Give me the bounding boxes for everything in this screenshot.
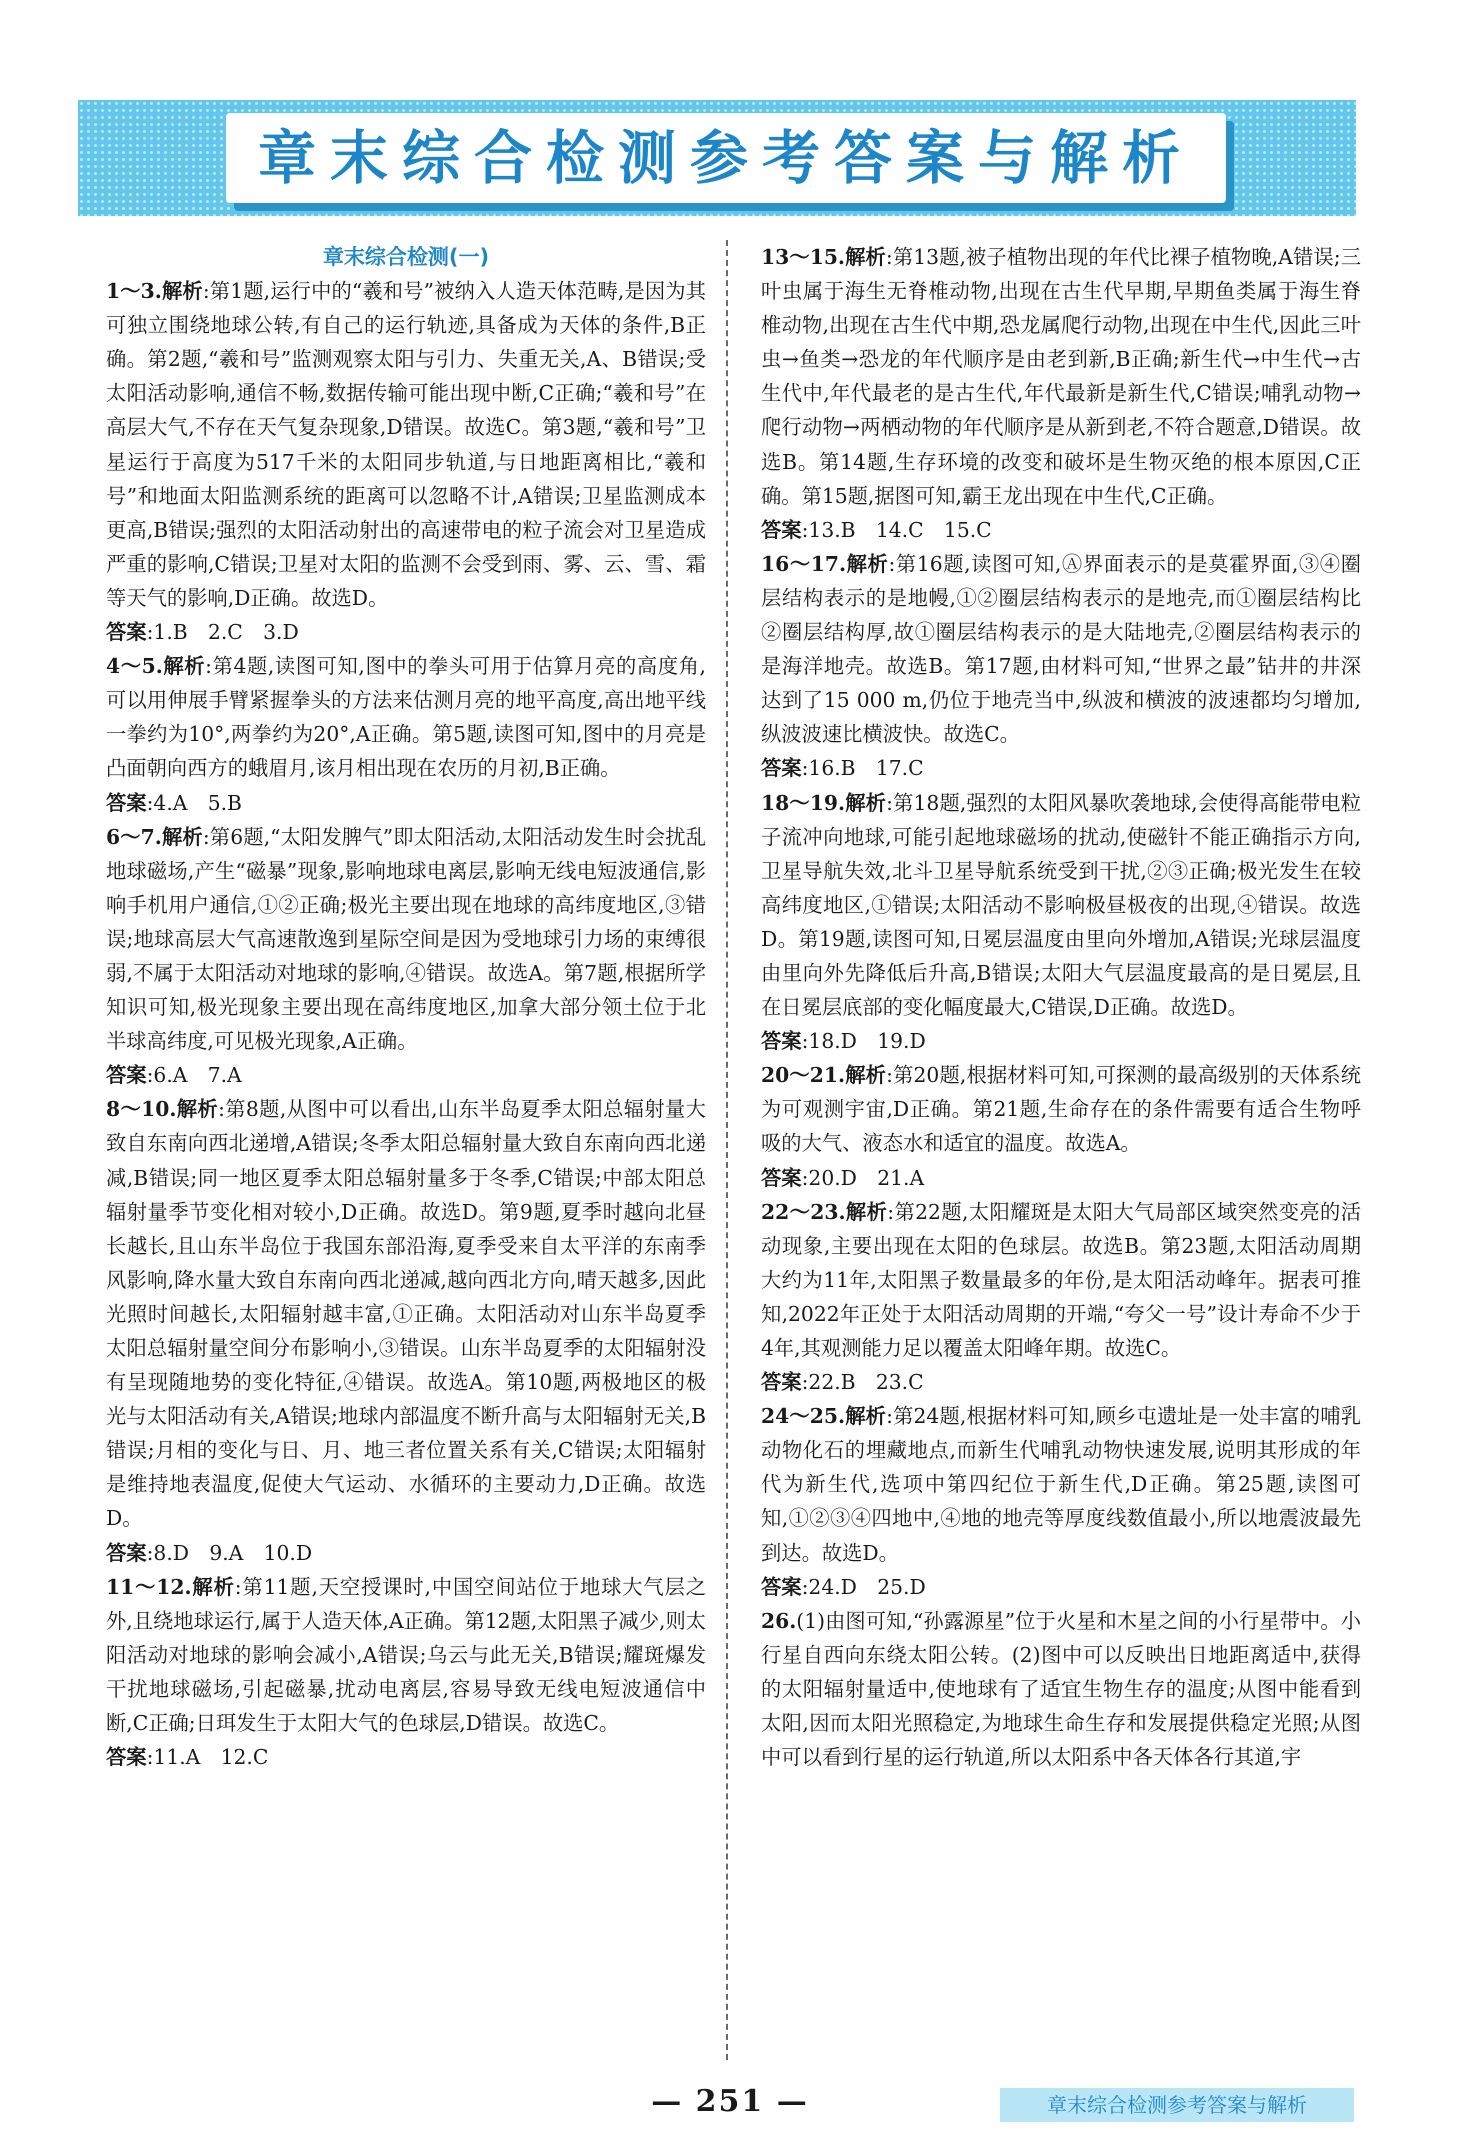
answer-line: 答案:18.D 19.D [761,1029,926,1054]
answer-values: 13.B 14.C 15.C [808,517,992,542]
column-divider [726,240,728,2060]
question-range: 16～17. [761,551,847,576]
analysis-label: 解析 [845,1199,888,1224]
analysis-paragraph: 6～7.解析:第6题,“太阳发脾气”即太阳活动,太阳活动发生时会扰乱地球磁场,产生“磁暴”现象,影响地球电离层,影响无线电短波通信,影响手机用户通信,①②正确;极光主要出现在地球的高纬度地区,③错误;地球高层大气高速散逸到星际空间是因为受地球引力场的束缚很弱,不属于太阳活动对地球的影响,④错误。故选A。第7题,根据所学知识可知,极光现象主要出现在高纬度地区,加拿大部分领土位于北半球高纬度,可见极光现象,A正确。 [106,824,706,1054]
answer-label: 答案 [106,1063,147,1088]
analysis-label: 解析 [162,654,206,679]
answer-line: 答案:13.B 14.C 15.C [761,517,992,542]
section-title: 章末综合检测(一) [322,245,490,269]
answer-label: 答案 [761,1574,802,1599]
analysis-label: 解析 [845,1063,887,1088]
left-column [106,240,706,1774]
analysis-label: 解析 [161,279,203,304]
answer-line: 答案:4.A 5.B [106,790,242,815]
question-range: 22～23. [761,1199,846,1224]
analysis-text: 第11题,天空授课时,中国空间站位于地球大气层之外,且绕地球运行,属于人造天体,A正确。第12题,太阳黑子减少,则太阳活动对地球的影响会减小,A错误;乌云与此无关,B错误;耀斑爆发干扰地球磁场,引起磁暴,扰动电离层,容易导致无线电短波通信中断,C正确;日珥发生于太阳大气的色球层,D错误。故选C。 [106,1574,707,1736]
answer-values: 6.A 7.A [153,1063,242,1088]
question-range: 26. [761,1608,797,1633]
answer-label: 答案 [106,790,147,815]
analysis-paragraph: 24～25.解析:第24题,根据材料可知,顾乡屯遗址是一处丰富的哺乳动物化石的埋藏地点,而新生代哺乳动物快速发展,说明其形成的年代为新生代,选项中第四纪位于新生代,D正确。第25题,读图可知,①②③④四地中,④地的地壳等厚度线数值最小,所以地震波最先到达。故选D。 [761,1404,1361,1565]
answer-line: 答案:6.A 7.A [106,1063,242,1088]
analysis-paragraph: 8～10.解析:第8题,从图中可以看出,山东半岛夏季太阳总辐射量大致自东南向西北递增,A错误;冬季太阳总辐射量大致自东南向西北递减,B错误;同一地区夏季太阳总辐射量多于冬季,C错误;中部太阳总辐射量季节变化相对较小,D正确。故选D。第9题,夏季时越向北昼长越长,且山东半岛位于我国东部沿海,夏季受来自太平洋的东南季风影响,降水量大致自东南向西北递减,越向西北方向,晴天越多,因此光照时间越长,太阳辐射越丰富,①正确。太阳活动对山东半岛夏季太阳总辐射量空间分布影响小,③错误。山东半岛夏季的太阳辐射没有呈现随地势的变化特征,④错误。故选A。第10题,两极地区的极光与太阳活动有关,A错误;地球内部温度不断升高与太阳辐射无关,B错误;月相的变化与日、月、地三者位置关系有关,C错误;太阳辐射是维持地表温度,促使大气运动、水循环的主要动力,D正确。故选D。 [106,1097,706,1531]
page-title: 章末综合检测参考答案与解析 [257,124,1194,192]
answer-values: 24.D 25.D [808,1574,926,1599]
answer-label: 答案 [761,1029,802,1054]
title-box [226,113,1226,203]
analysis-paragraph: 16～17.解析:第16题,读图可知,Ⓐ界面表示的是莫霍界面,③④圈层结构表示的是地幔,①②圈层结构表示的是地壳,而①圈层结构比②圈层结构厚,故①圈层结构表示的是大陆地壳,②圈层结构表示的是海洋地壳。故选B。第17题,由材料可知,“世界之最”钻井的井深达到了15 000 m,仍位于地壳当中,纵波和横波的波速都均匀增加,纵波波速比横波快。故选C。 [761,551,1361,747]
answer-values: 18.D 19.D [808,1029,926,1054]
analysis-label: 解析 [846,551,889,576]
analysis-label: 解析 [845,245,886,269]
analysis-text: (1)由图可知,“孙露源星”位于火星和木星之间的小行星带中。小行星自西向东绕太阳公转。(2)图中可以反映出日地距离适中,获得的太阳辐射量适中,使地球有了适宜生物生存的温度;从图中能看到太阳,因而太阳光照稳定,为地球生命生存和发展提供稳定光照;从图中可以看到行星的运行轨道,所以太阳系中各天体各行其道,宇 [761,1608,1361,1770]
analysis-label: 解析 [161,824,203,849]
answer-line: 答案:24.D 25.D [761,1574,926,1599]
analysis-text: 第13题,被子植物出现的年代比裸子植物晚,A错误;三叶虫属于海生无脊椎动物,出现在古生代早期,早期鱼类属于海生脊椎动物,出现在古生代中期,恐龙属爬行动物,出现在中生代,因此三叶虫→鱼类→恐龙的年代顺序是由老到新,B正确;新生代→中生代→古生代中,年代最老的是古生代,年代最新是新生代,C错误;哺乳动物→爬行动物→两栖动物的年代顺序是从新到老,不符合题意,D错误。故选B。第14题,生存环境的改变和破坏是生物灭绝的根本原因,C正确。第15题,据图可知,霸王龙出现在中生代,C正确。 [761,245,1361,508]
answer-values: 20.D 21.A [808,1165,925,1190]
answer-label: 答案 [761,756,802,781]
answer-line: 答案:22.B 23.C [761,1370,924,1395]
answer-line: 答案:1.B 2.C 3.D [106,620,299,645]
analysis-paragraph [761,1604,1361,1774]
analysis-text: 第8题,从图中可以看出,山东半岛夏季太阳总辐射量大致自东南向西北递增,A错误;冬季太阳总辐射量大致自东南向西北递减,B错误;同一地区夏季太阳总辐射量多于冬季,C错误;中部太阳总辐射量季节变化相对较小,D正确。故选D。第9题,夏季时越向北昼长越长,且山东半岛位于我国东部沿海,夏季受来自太平洋的东南季风影响,降水量大致自东南向西北递减,越向西北方向,晴天越多,因此光照时间越长,太阳辐射越丰富,①正确。太阳活动对山东半岛夏季太阳总辐射量空间分布影响小,③错误。山东半岛夏季的太阳辐射没有呈现随地势的变化特征,④错误。故选A。第10题,两极地区的极光与太阳活动有关,A错误;地球内部温度不断升高与太阳辐射无关,B错误;月相的变化与日、月、地三者位置关系有关,C错误;太阳辐射是维持地表温度,促使大气运动、水循环的主要动力,D正确。故选D。 [106,1097,706,1531]
answer-values: 16.B 17.C [808,756,924,781]
analysis-paragraph: 13～15.解析:第13题,被子植物出现的年代比裸子植物晚,A错误;三叶虫属于海生无脊椎动物,出现在古生代早期,早期鱼类属于海生脊椎动物,出现在古生代中期,恐龙属爬行动物,出现在中生代,因此三叶虫→鱼类→恐龙的年代顺序是由老到新,B正确;新生代→中生代→古生代中,年代最老的是古生代,年代最新是新生代,C错误;哺乳动物→爬行动物→两栖动物的年代顺序是从新到老,不符合题意,D错误。故选B。第14题,生存环境的改变和破坏是生物灭绝的根本原因,C正确。第15题,据图可知,霸王龙出现在中生代,C正确。 [761,245,1361,508]
footer-label: 章末综合检测参考答案与解析 [1000,2088,1354,2122]
question-range: 8～10. [106,1097,177,1122]
question-range: 1～3. [106,279,162,304]
answer-label: 答案 [761,1370,802,1395]
answer-label: 答案 [106,620,147,645]
right-column [761,240,1361,1774]
question-range: 6～7. [106,824,162,849]
title-banner [78,100,1356,216]
question-range: 11～12. [106,1574,192,1599]
question-range: 24～25. [761,1404,846,1429]
answer-line: 答案:11.A 12.C [106,1745,269,1770]
analysis-text: 第18题,强烈的太阳风暴吹袭地球,会使得高能带电粒子流冲向地球,可能引起地球磁场的扰动,使磁针不能正确指示方向,卫星导航失效,北斗卫星导航系统受到干扰,②③正确;极光发生在较高纬度地区,①错误;太阳活动不影响极昼极夜的出现,④错误。故选D。第19题,读图可知,日冕层温度由里向外增加,A错误;光球层温度由里向外先降低后升高,B错误;太阳大气层温度最高的是日冕层,且在日冕层底部的变化幅度最大,C错误,D正确。故选D。 [761,790,1361,1020]
answer-label: 答案 [761,517,802,542]
question-range: 20～21. [761,1063,846,1088]
analysis-text: 第1题,运行中的“羲和号”被纳入人造天体范畴,是因为其可独立围绕地球公转,有自己的运行轨迹,具备成为天体的条件,B正确。第2题,“羲和号”监测观察太阳与引力、失重无关,A、B错误;受太阳活动影响,通信不畅,数据传输可能出现中断,C正确;“羲和号”在高层大气,不存在天气复杂现象,D错误。故选C。第3题,“羲和号”卫星运行于高度为517千米的太阳同步轨道,与日地距离相比,“羲和号”和地面太阳监测系统的距离可以忽略不计,A错误;卫星监测成本更高,B错误;强烈的太阳活动射出的高速带电的粒子流会对卫星造成严重的影响,C错误;卫星对太阳的监测不会受到雨、雾、云、雪、霜等天气的影响,D正确。故选D。 [106,279,706,610]
answer-label: 答案 [761,1165,802,1190]
analysis-label: 解析 [845,790,887,815]
analysis-paragraph: 20～21.解析:第20题,根据材料可知,可探测的最高级别的天体系统为可观测宇宙,D正确。第21题,生命存在的条件需要有适合生物呼吸的大气、液态水和适宜的温度。故选A。 [761,1063,1361,1156]
analysis-text: 第24题,根据材料可知,顾乡屯遗址是一处丰富的哺乳动物化石的埋藏地点,而新生代哺乳动物快速发展,说明其形成的年代为新生代,选项中第四纪位于新生代,D正确。第25题,读图可知,①②③④四地中,④地的地壳等厚度线数值最小,所以地震波最先到达。故选D。 [761,1404,1361,1565]
analysis-text: 第6题,“太阳发脾气”即太阳活动,太阳活动发生时会扰乱地球磁场,产生“磁暴”现象,影响地球电离层,影响无线电短波通信,影响手机用户通信,①②正确;极光主要出现在地球的高纬度地区,③错误;地球高层大气高速散逸到星际空间是因为受地球引力场的束缚很弱,不属于太阳活动对地球的影响,④错误。故选A。第7题,根据所学知识可知,极光现象主要出现在高纬度地区,加拿大部分领土位于北半球高纬度,可见极光现象,A正确。 [106,824,706,1054]
analysis-paragraph: 1～3.解析:第1题,运行中的“羲和号”被纳入人造天体范畴,是因为其可独立围绕地球公转,有自己的运行轨迹,具备成为天体的条件,B正确。第2题,“羲和号”监测观察太阳与引力、失重无关,A、B错误;受太阳活动影响,通信不畅,数据传输可能出现中断,C正确;“羲和号”在高层大气,不存在天气复杂现象,D错误。故选C。第3题,“羲和号”卫星运行于高度为517千米的太阳同步轨道,与日地距离相比,“羲和号”和地面太阳监测系统的距离可以忽略不计,A错误;卫星监测成本更高,B错误;强烈的太阳活动射出的高速带电的粒子流会对卫星造成严重的影响,C错误;卫星对太阳的监测不会受到雨、雾、云、雪、霜等天气的影响,D正确。故选D。 [106,279,706,610]
analysis-label: 解析 [176,1097,219,1122]
question-range: 4～5. [106,654,163,679]
page-number: — 251 — [651,2084,809,2119]
analysis-text: 第22题,太阳耀斑是太阳大气局部区域突然变亮的活动现象,主要出现在太阳的色球层。故选B。第23题,太阳活动周期大约为11年,太阳黑子数量最多的年份,是太阳活动峰年。据表可推知,2022年正处于太阳活动周期的开端,“夸父一号”设计寿命不少于4年,其观测能力足以覆盖太阳峰年期。故选C。 [761,1199,1361,1360]
analysis-text: 第4题,读图可知,图中的拳头可用于估算月亮的高度角,可以用伸展手臂紧握拳头的方法来估测月亮的地平高度,高出地平线一拳约为10°,两拳约为20°,A正确。第5题,读图可知,图中的月亮是凸面朝向西方的蛾眉月,该月相出现在农历的月初,B正确。 [106,654,706,781]
answer-line: 答案:20.D 21.A [761,1165,925,1190]
answer-values: 22.B 23.C [808,1370,924,1395]
answer-line: 答案:8.D 9.A 10.D [106,1540,313,1565]
analysis-label: 解析 [845,1404,887,1429]
answer-label: 答案 [106,1745,147,1770]
analysis-paragraph: 11～12.解析:第11题,天空授课时,中国空间站位于地球大气层之外,且绕地球运行,属于人造天体,A正确。第12题,太阳黑子减少,则太阳活动对地球的影响会减小,A错误;乌云与此无关,B错误;耀斑爆发干扰地球磁场,引起磁暴,扰动电离层,容易导致无线电短波通信中断,C正确;日珥发生于太阳大气的色球层,D错误。故选C。 [106,1574,707,1736]
analysis-paragraph: 18～19.解析:第18题,强烈的太阳风暴吹袭地球,会使得高能带电粒子流冲向地球,可能引起地球磁场的扰动,使磁针不能正确指示方向,卫星导航失效,北斗卫星导航系统受到干扰,②③正确;极光发生在较高纬度地区,①错误;太阳活动不影响极昼极夜的出现,④错误。故选D。第19题,读图可知,日冕层温度由里向外增加,A错误;光球层温度由里向外先降低后升高,B错误;太阳大气层温度最高的是日冕层,且在日冕层底部的变化幅度最大,C错误,D正确。故选D。 [761,790,1361,1020]
answer-line: 答案:16.B 17.C [761,756,924,781]
answer-values: 11.A 12.C [153,1745,269,1770]
analysis-paragraph: 4～5.解析:第4题,读图可知,图中的拳头可用于估算月亮的高度角,可以用伸展手臂紧握拳头的方法来估测月亮的地平高度,高出地平线一拳约为10°,两拳约为20°,A正确。第5题,读图可知,图中的月亮是凸面朝向西方的蛾眉月,该月相出现在农历的月初,B正确。 [106,654,706,781]
question-range: 13～15. [761,245,845,269]
question-range: 18～19. [761,790,846,815]
analysis-text: 第20题,根据材料可知,可探测的最高级别的天体系统为可观测宇宙,D正确。第21题,生命存在的条件需要有适合生物呼吸的大气、液态水和适宜的温度。故选A。 [761,1063,1361,1156]
analysis-label: 解析 [191,1574,235,1599]
analysis-paragraph: 22～23.解析:第22题,太阳耀斑是太阳大气局部区域突然变亮的活动现象,主要出现在太阳的色球层。故选B。第23题,太阳活动周期大约为11年,太阳黑子数量最多的年份,是太阳活动峰年。据表可推知,2022年正处于太阳活动周期的开端,“夸父一号”设计寿命不少于4年,其观测能力足以覆盖太阳峰年期。故选C。 [761,1199,1361,1360]
analysis-text: 第16题,读图可知,Ⓐ界面表示的是莫霍界面,③④圈层结构表示的是地幔,①②圈层结构表示的是地壳,而①圈层结构比②圈层结构厚,故①圈层结构表示的是大陆地壳,②圈层结构表示的是海洋地壳。故选B。第17题,由材料可知,“世界之最”钻井的井深达到了15 000 m,仍位于地壳当中,纵波和横波的波速都均匀增加,纵波波速比横波快。故选C。 [761,551,1361,747]
answer-values: 8.D 9.A 10.D [153,1540,313,1565]
answer-values: 1.B 2.C 3.D [153,620,299,645]
answer-values: 4.A 5.B [153,790,242,815]
answer-label: 答案 [106,1540,147,1565]
